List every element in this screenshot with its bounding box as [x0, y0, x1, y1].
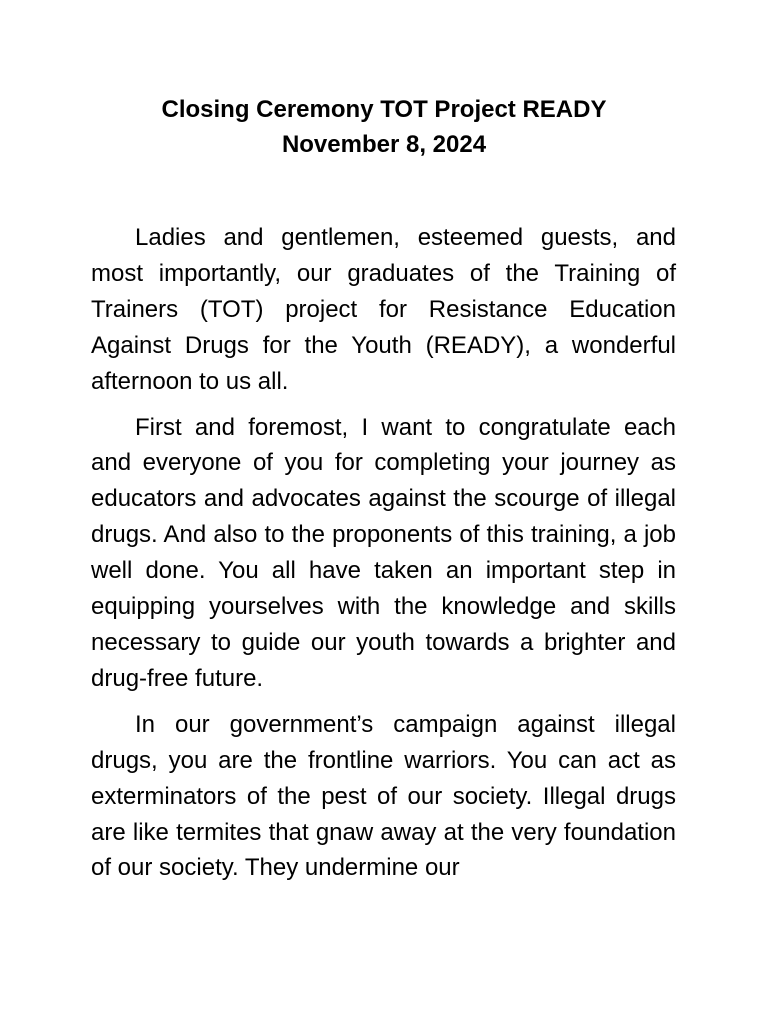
- title-block: [0, 92, 768, 162]
- document-date: November 8, 2024: [281, 131, 487, 158]
- document-title: Closing Ceremony TOT Project READY: [161, 96, 607, 123]
- paragraph-congratulations: First and foremost, I want to congratulate each and everyone of you for completing your journey as educators and advocates against the scourge of illegal drugs. And also to the proponents of this training, a job well done. You all have taken an important step in equipping yourselves with the knowledge and skills necessary to guide our youth towards a brighter and drug-free future.: [91, 413, 676, 692]
- paragraph-greeting: Ladies and gentlemen, esteemed guests, and most importantly, our graduates of the Training of Trainers (TOT) project for Resistance Education Against Drugs for the Youth (READY), a wonderful afternoon to us all.: [91, 224, 676, 395]
- document-body: [91, 220, 676, 896]
- paragraph-campaign: In our government’s campaign against illegal drugs, you are the frontline warriors. You can act as exterminators of the pest of our society. Illegal drugs are like termites that gnaw away at the very foundation of our society. They undermine our: [91, 710, 676, 882]
